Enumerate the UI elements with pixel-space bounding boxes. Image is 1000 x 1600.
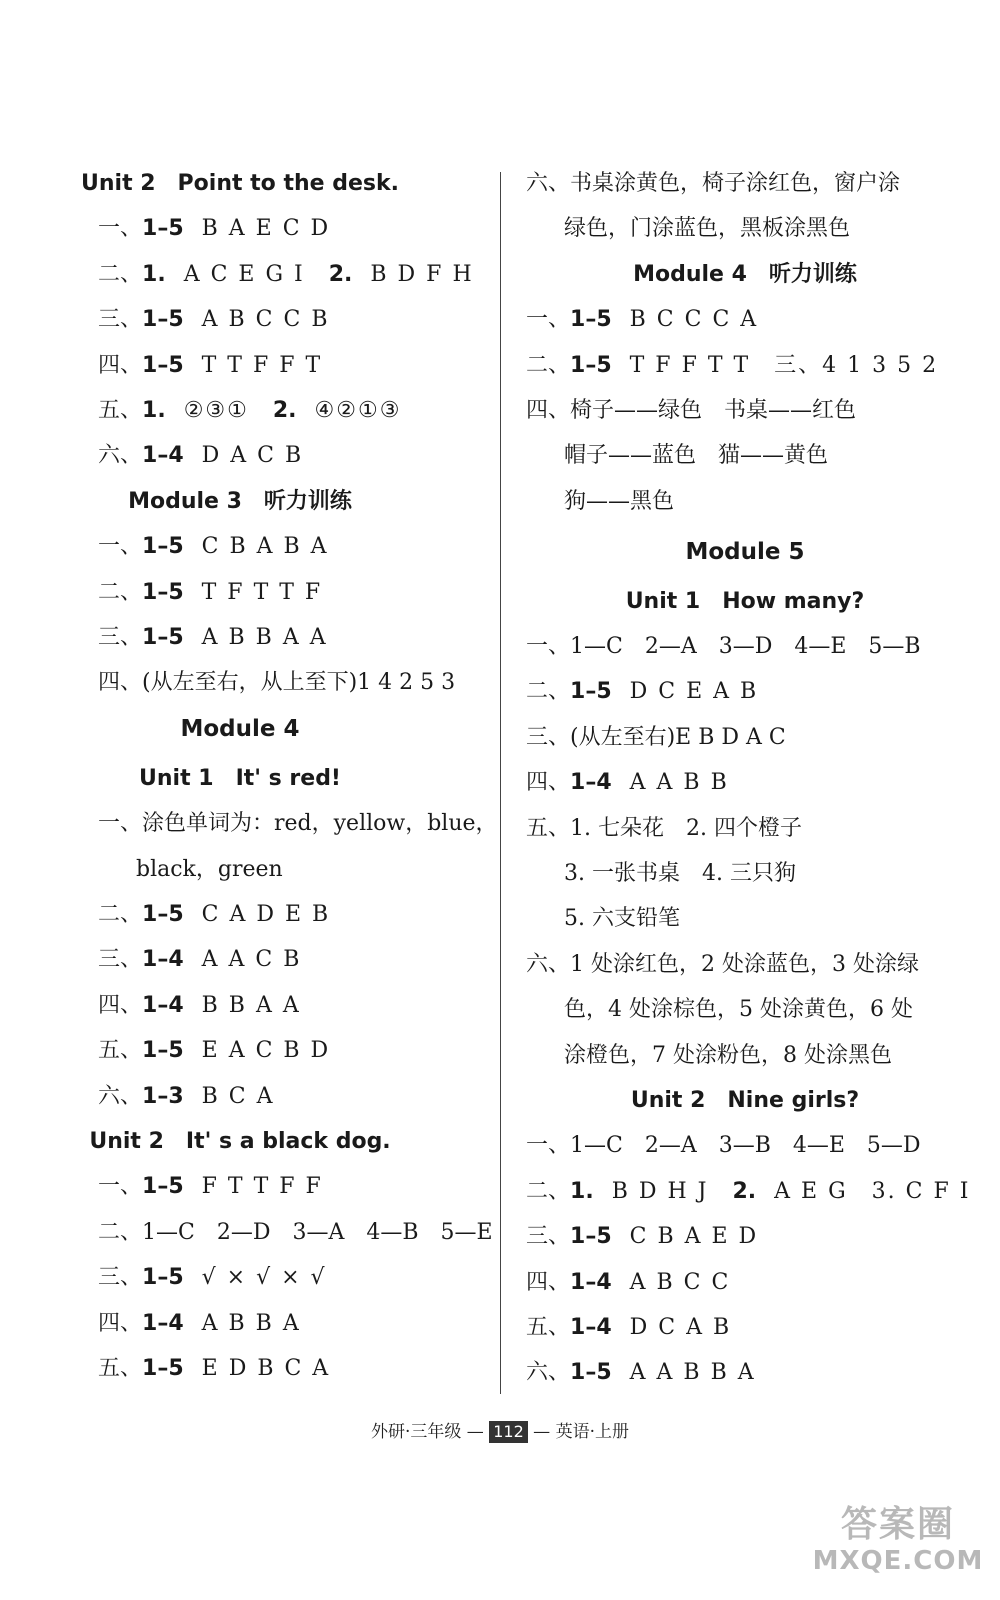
question-range: 1–5: [570, 352, 612, 378]
question-range: 1–5: [142, 352, 184, 378]
answer-line: [98, 1353, 330, 1385]
answer-line: 一、1—C 2—A 3—B 4—E 5—D: [526, 1133, 921, 1159]
answer-line: 六、1 处涂红色，2 处涂蓝色，3 处涂绿: [526, 951, 919, 977]
question-range: 1.: [142, 398, 166, 423]
answer-line: [98, 1308, 301, 1340]
section-number: 二、: [526, 679, 571, 705]
continuation-line: 涂橙色，7 处涂粉色，8 处涂黑色: [564, 1042, 892, 1068]
question-range: 1–4: [142, 992, 184, 1018]
answer-line: [526, 676, 758, 708]
section-number: 二、: [526, 1178, 571, 1204]
answer-values: √ × √ × √: [201, 1265, 327, 1291]
answer-line: 五、1. 七朵花 2. 四个橙子: [526, 815, 802, 841]
section-number: 五、: [98, 1038, 143, 1064]
answer-values: C A D E B: [201, 901, 331, 927]
section-heading: Module 3 听力训练: [128, 488, 352, 514]
page-footer: [0, 1420, 1000, 1444]
answer-line: [98, 259, 474, 291]
question-range: 1–4: [142, 443, 184, 469]
section-heading: Unit 2 It' s a black dog.: [89, 1128, 391, 1154]
continuation-line: 3. 一张书桌 4. 三只狗: [564, 861, 796, 887]
answer-line: [98, 213, 330, 245]
question-range: 2.: [272, 398, 297, 423]
section-number: 五、: [526, 1315, 571, 1341]
answer-line: 一、1—C 2—A 3—D 4—E 5—B: [526, 634, 921, 660]
section-number: 六、: [98, 443, 143, 469]
watermark-top: 答案圈: [840, 1504, 955, 1545]
answer-values: D C E A B: [629, 679, 759, 705]
answer-values: ④②①③: [314, 398, 402, 423]
answer-line: [526, 1221, 758, 1253]
question-range: 1–5: [142, 307, 184, 333]
answer-line: [98, 622, 328, 654]
answer-values: C B A E D: [629, 1224, 759, 1250]
question-range: 1–5: [142, 901, 184, 927]
section-number: 三、: [98, 1265, 143, 1291]
answer-line: [98, 1262, 327, 1294]
page-number: 112: [489, 1421, 528, 1443]
section-number: 五、: [98, 398, 143, 423]
section-number: 三、: [98, 307, 143, 333]
section-number: 一、: [526, 307, 571, 333]
answer-values: A A B B A: [629, 1360, 756, 1386]
question-range: 1–5: [142, 534, 184, 560]
section-number: 六、: [526, 1360, 571, 1386]
section-heading: Unit 2 Point to the desk.: [81, 171, 399, 196]
section-number: 二、: [98, 579, 143, 605]
answer-values: A A C B: [201, 947, 302, 973]
question-range: 1–5: [142, 579, 184, 605]
answer-line: [98, 440, 303, 472]
watermark-bottom: MXQE.COM: [812, 1546, 984, 1576]
answer-values: D C A B: [629, 1315, 732, 1341]
section-heading: Unit 1 It' s red!: [139, 765, 341, 791]
answer-line: [98, 944, 301, 976]
answer-values: E A C B D: [201, 1038, 331, 1064]
answer-line: [98, 304, 330, 336]
question-range: 1–5: [142, 625, 184, 650]
answer-values: A B C C: [629, 1269, 731, 1295]
question-range: 1–5: [570, 1360, 612, 1386]
continuation-line: 绿色，门涂蓝色，黑板涂黑色: [564, 216, 851, 242]
answer-values: T F T T F: [201, 579, 323, 605]
continuation-line: 色，4 处涂棕色，5 处涂黄色，6 处: [564, 997, 913, 1023]
answer-line: [98, 350, 322, 382]
answer-values: A B B A: [201, 1310, 301, 1336]
section-number: 四、: [526, 770, 571, 796]
question-range: 1–4: [142, 1310, 184, 1336]
footer-left: 外研·三年级 —: [371, 1422, 484, 1442]
answer-values: D A C B: [201, 443, 304, 469]
section-heading: Module 4 听力训练: [633, 261, 857, 287]
watermark-logo: [808, 1504, 988, 1582]
section-heading: Unit 2 Nine girls?: [630, 1088, 860, 1114]
question-range: 1–3: [142, 1083, 184, 1109]
answer-line: [526, 1267, 730, 1299]
section-number: 三、: [526, 1224, 571, 1250]
section-number: 三、: [98, 625, 143, 650]
answer-line: [98, 1035, 330, 1067]
section-number: 一、: [98, 216, 143, 242]
answer-values: T F F T T 三、4 1 3 5 2: [629, 352, 939, 378]
answer-line: 四、椅子——绿色 书桌——红色: [526, 398, 857, 423]
answer-line: [98, 899, 330, 931]
answer-line: [98, 395, 401, 427]
answer-line: [526, 304, 758, 336]
question-range: 2.: [732, 1178, 757, 1204]
question-range: 1–5: [570, 1224, 612, 1250]
section-number: 三、: [98, 947, 143, 973]
answer-values: B C C C A: [629, 307, 759, 333]
section-heading: Unit 1 How many?: [625, 588, 865, 614]
answer-line: 一、涂色单词为：red，yellow，blue，: [98, 811, 498, 837]
question-range: 1–4: [570, 770, 612, 796]
answer-line: [526, 767, 729, 799]
answer-line: [526, 1357, 756, 1389]
question-range: 1–5: [142, 1355, 184, 1381]
section-heading: Module 4: [180, 715, 300, 742]
answer-values: B A E C D: [201, 216, 331, 242]
answer-line: [98, 577, 322, 609]
section-number: 四、: [98, 992, 143, 1018]
section-number: 四、: [98, 1310, 143, 1336]
answer-line: 二、1—C 2—D 3—A 4—B 5—E: [98, 1219, 493, 1245]
answer-values: A C E G I: [183, 261, 329, 287]
section-number: 二、: [526, 352, 571, 378]
section-number: 六、: [98, 1083, 143, 1109]
section-number: 二、: [98, 261, 143, 287]
question-range: 1–5: [142, 216, 184, 242]
answer-values: ②③①: [183, 398, 273, 423]
answer-line: [98, 1171, 323, 1203]
section-number: 一、: [98, 534, 143, 560]
section-number: 四、: [98, 352, 143, 378]
continuation-line: 5. 六支铅笔: [564, 906, 680, 932]
question-range: 1–5: [142, 1265, 184, 1291]
answer-values: A B C C B: [201, 307, 330, 333]
section-number: 四、: [526, 1269, 571, 1295]
answer-line: [98, 531, 329, 563]
question-range: 1–5: [142, 1038, 184, 1064]
question-range: 1.: [570, 1178, 594, 1204]
question-range: 1–5: [142, 1174, 184, 1200]
continuation-line: black，green: [136, 856, 283, 882]
section-heading: Module 5: [685, 538, 805, 565]
question-range: 1–5: [570, 307, 612, 333]
question-range: 1–4: [570, 1315, 612, 1341]
question-range: 1–4: [142, 947, 184, 973]
answer-line: [98, 1081, 275, 1113]
answer-line: [526, 1176, 970, 1208]
answer-line: [526, 1312, 731, 1344]
question-range: 1–4: [570, 1269, 612, 1295]
answer-line: 四、(从左至右，从上至下)1 4 2 5 3: [98, 670, 456, 696]
answer-values: B C A: [201, 1083, 275, 1109]
footer-right: — 英语·上册: [533, 1422, 629, 1442]
answer-line: 三、(从左至右)E B D A C: [526, 724, 786, 750]
answer-line: [98, 990, 301, 1022]
answer-line: [526, 350, 938, 382]
answer-values: C B A B A: [201, 534, 329, 560]
answer-values: B B A A: [201, 992, 301, 1018]
section-number: 二、: [98, 901, 143, 927]
answer-values: F T T F F: [201, 1174, 323, 1200]
continuation-line: 狗——黑色: [564, 488, 675, 514]
question-range: 1–5: [570, 679, 612, 705]
answer-values: A B B A A: [201, 625, 328, 650]
section-number: 五、: [98, 1355, 143, 1381]
answer-values: E D B C A: [201, 1355, 331, 1381]
continuation-line: 帽子——蓝色 猫——黄色: [564, 443, 829, 469]
column-divider: [500, 172, 501, 1394]
answer-values: T T F F T: [201, 352, 323, 378]
section-number: 一、: [98, 1174, 143, 1200]
question-range: 1.: [142, 261, 166, 287]
answer-values: A A B B: [629, 770, 729, 796]
question-range: 2.: [328, 261, 353, 287]
answer-values: B D F H: [370, 261, 474, 287]
answer-values: B D H J: [611, 1178, 733, 1204]
answer-line: 六、书桌涂黄色，椅子涂红色，窗户涂: [526, 171, 901, 196]
answer-values: A E G 3. C F I: [774, 1178, 971, 1204]
